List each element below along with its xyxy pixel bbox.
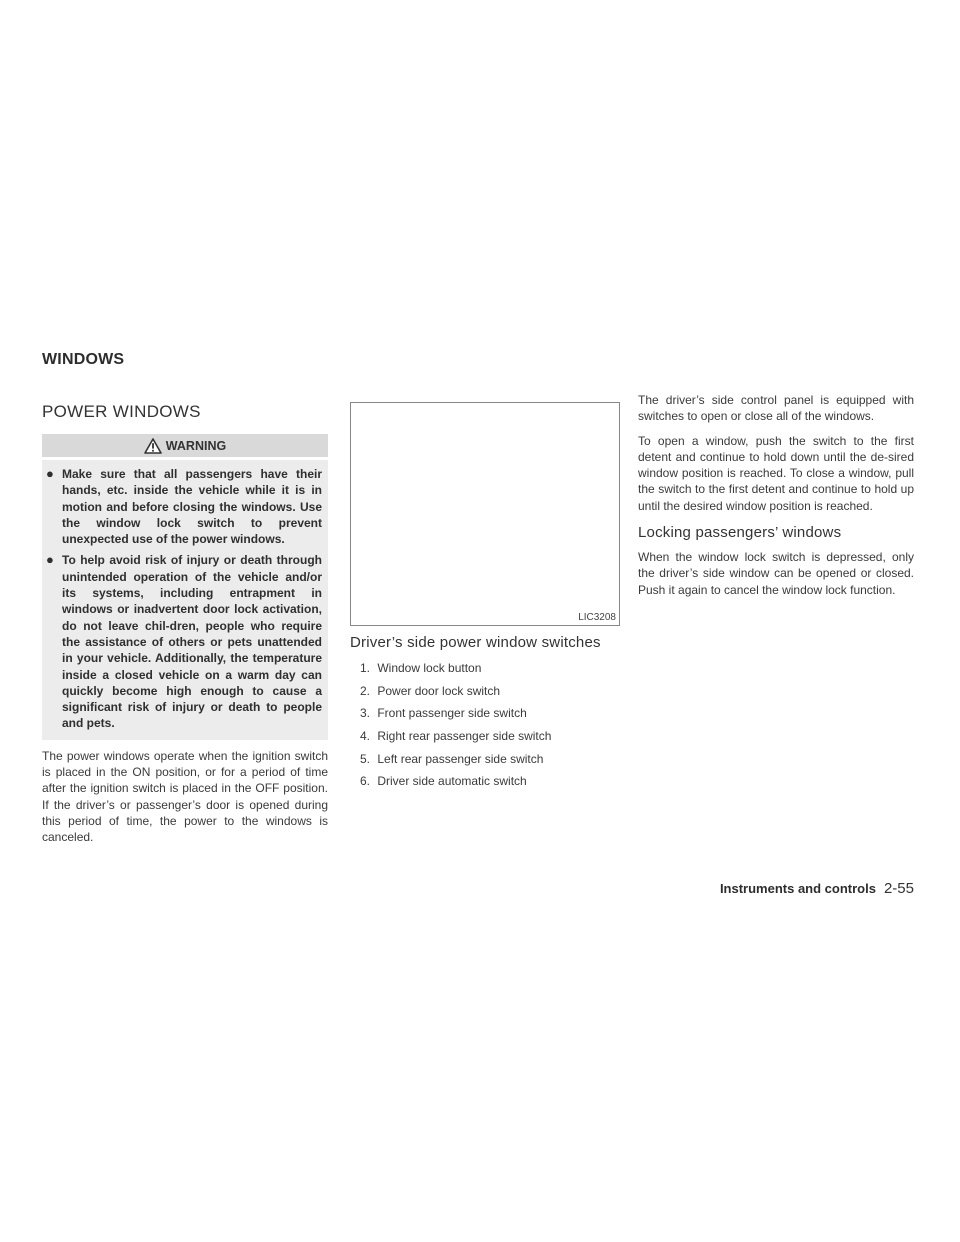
warning-text: Make sure that all passengers have their hands, etc. inside the vehicle while it is in motion and before closing the windows. Use the window lock switch to prevent unexpected use of the power windows. — [62, 467, 322, 547]
item-number: 6. — [360, 774, 371, 789]
item-label: Left rear passenger side switch — [377, 751, 544, 766]
warning-triangle-icon — [144, 438, 162, 454]
right-column — [638, 393, 914, 598]
warning-item — [46, 466, 322, 547]
item-number: 5. — [360, 751, 371, 766]
item-number: 3. — [360, 706, 371, 721]
warning-box — [42, 434, 328, 740]
warning-text: To help avoid risk of injury or death through unintended operation of the vehicle and/or its systems, including entrapment in windows or inadvertent door lock activation, do not leave chil-dren, people who require the assistance of others or pets unattended in your vehicle. Additionally, the temperature inside a closed vehicle on a warm day can quickly become high enough to cause a significant risk of injury or death to people and pets. — [62, 553, 322, 731]
list-item — [360, 683, 620, 699]
bullet: ● — [46, 552, 54, 568]
item-number: 1. — [360, 661, 371, 675]
section-title: WINDOWS — [42, 351, 125, 368]
list-item — [360, 660, 620, 676]
control-panel-paragraph: The driver’s side control panel is equipped with switches to open or close all of the windows. — [638, 393, 914, 424]
middle-column — [350, 402, 620, 796]
power-windows-paragraph: The power windows operate when the ignition switch is placed in the ON position, or for a period of time after the ignition switch is placed in the OFF position. If the driver’s or passenger’s door is opened during this period of time, the power to the windows is canceled. — [42, 748, 328, 845]
item-label: Window lock button — [377, 661, 482, 675]
locking-paragraph: When the window lock switch is depressed, only the driver’s side window can be opened or closed. Push it again to cancel the window lock function. — [638, 550, 914, 597]
item-number: 4. — [360, 729, 371, 744]
list-item — [360, 705, 620, 721]
list-item — [360, 773, 620, 789]
page-footer — [720, 880, 914, 897]
switch-list — [350, 660, 620, 789]
item-label: Front passenger side switch — [377, 706, 527, 721]
item-label: Power door lock switch — [377, 683, 501, 698]
item-label: Right rear passenger side switch — [377, 729, 552, 744]
warning-item — [46, 552, 322, 731]
list-item — [360, 728, 620, 744]
footer-section-name: Instruments and controls — [719, 881, 876, 896]
item-label: Driver side automatic switch — [377, 774, 527, 789]
power-windows-heading: POWER WINDOWS — [42, 402, 201, 421]
figure-code: LIC3208 — [578, 612, 616, 623]
list-item — [360, 751, 620, 767]
switches-heading: Driver’s side power window switches — [350, 634, 601, 651]
warning-body — [42, 460, 328, 740]
warning-label: WARNING — [165, 438, 227, 453]
warning-header — [42, 434, 328, 457]
item-number: 2. — [360, 683, 371, 698]
locking-heading: Locking passengers’ windows — [638, 524, 842, 542]
page-number: 2-55 — [883, 880, 914, 897]
open-close-paragraph: To open a window, push the switch to the first detent and continue to hold down until the de-sired window position is reached. To close a window, pull the switch to the first detent and continue to hold up until the desired window position is reached. — [638, 433, 914, 513]
bullet: ● — [46, 466, 54, 481]
left-column — [42, 402, 328, 846]
switch-diagram-figure — [350, 402, 620, 626]
